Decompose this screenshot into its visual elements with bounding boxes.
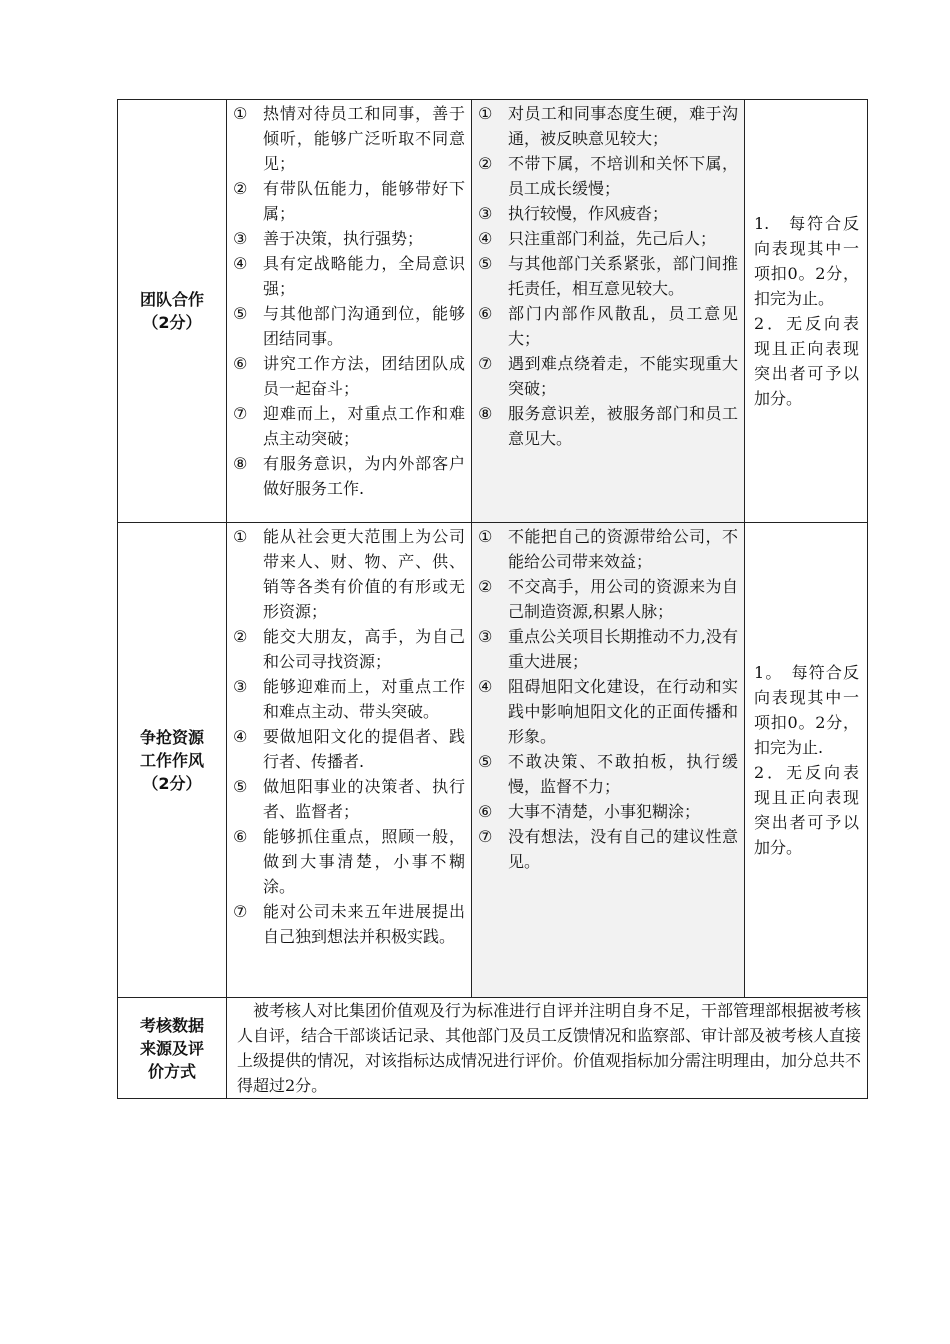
data-source-text: 被考核人对比集团价值观及行为标准进行自评并注明自身不足，干部管理部根据被考核人自评，结合干部谈话记录、其他部门及员工反馈情况和监察部、审计部及被考核人直接上级提供的情况，对该指标达成情况进行评价。价值观指标加分需注明理由，加分总共不得超过2分。: [237, 1001, 862, 1095]
behavior-item: [478, 351, 738, 401]
evaluation-table: [117, 99, 868, 1099]
item-number: ②: [478, 577, 493, 596]
behavior-item: [233, 101, 465, 176]
behavior-item: [233, 724, 465, 774]
item-number: ⑦: [478, 354, 493, 373]
item-number: ⑤: [478, 254, 493, 273]
item-text: 有服务意识，为内外部客户做好服务工作.: [263, 454, 465, 498]
behavior-item: [233, 774, 465, 824]
category-line: 价方式: [147, 1061, 196, 1081]
item-text: 大事不清楚，小事犯糊涂；: [508, 802, 701, 821]
item-number: ①: [233, 104, 248, 123]
item-number: ①: [478, 104, 493, 123]
positive-list: [227, 523, 471, 949]
category-line: （2分）: [142, 773, 202, 793]
negative-behaviors-cell: [472, 523, 745, 998]
behavior-item: [478, 251, 738, 301]
category-line: 团队合作: [139, 290, 204, 309]
item-text: 讲究工作方法，团结团队成员一起奋斗；: [263, 354, 465, 398]
behavior-item: [478, 401, 738, 451]
item-number: ⑦: [478, 827, 493, 846]
item-text: 不敢决策、不敢拍板，执行缓慢，监督不力；: [508, 752, 738, 796]
item-number: ③: [478, 204, 493, 223]
row-resources-work-style: [118, 523, 868, 998]
scoring-rule-line: 2．无反向表现且正向表现突出者可予以加分。: [754, 314, 859, 408]
item-text: 与其他部门沟通到位，能够团结同事。: [263, 304, 465, 348]
item-text: 能交大朋友，高手，为自己和公司寻找资源；: [263, 627, 465, 671]
item-text: 要做旭阳文化的提倡者、践行者、传播者.: [263, 727, 465, 771]
item-number: ④: [233, 254, 248, 273]
item-number: ⑤: [233, 304, 248, 323]
item-text: 善于决策，执行强势；: [263, 229, 424, 248]
category-line: 争抢资源: [139, 727, 204, 747]
evaluation-table-body: [118, 100, 868, 1099]
positive-list: [227, 100, 471, 501]
item-number: ②: [233, 179, 248, 198]
item-text: 不能把自己的资源带给公司，不能给公司带来效益；: [508, 527, 738, 571]
category-line: 考核数据: [139, 1015, 204, 1035]
negative-behaviors-cell: [472, 100, 745, 523]
behavior-item: [478, 101, 738, 151]
behavior-item: [478, 749, 738, 799]
behavior-item: [478, 524, 738, 574]
item-number: ③: [478, 627, 493, 646]
scoring-rule-line: 1。 每符合反向表现其中一项扣0。2分，扣完为止.: [754, 663, 859, 757]
positive-behaviors-cell: [227, 523, 472, 998]
item-text: 具有定战略能力，全局意识强；: [263, 254, 465, 298]
scoring-rule-line: 1. 每符合反向表现其中一项扣0。2分，扣完为止。: [754, 214, 859, 308]
item-number: ⑤: [233, 777, 248, 796]
behavior-item: [233, 251, 465, 301]
behavior-item: [233, 351, 465, 401]
item-text: 只注重部门利益，先己后人；: [508, 229, 717, 248]
item-number: ⑥: [233, 354, 248, 373]
negative-list: [472, 523, 744, 874]
row-team-cooperation: [118, 100, 868, 523]
item-number: ④: [478, 229, 493, 248]
item-text: 做旭阳事业的决策者、执行者、监督者；: [263, 777, 465, 821]
behavior-item: [478, 301, 738, 351]
item-number: ④: [478, 677, 493, 696]
item-text: 执行较慢，作风疲沓；: [508, 204, 669, 223]
category-line: 工作作风: [139, 750, 204, 770]
item-number: ⑥: [233, 827, 248, 846]
item-text: 有带队伍能力，能够带好下属；: [263, 179, 465, 223]
behavior-item: [478, 824, 738, 874]
item-number: ③: [233, 677, 248, 696]
item-number: ②: [233, 627, 248, 646]
behavior-item: [233, 176, 465, 226]
category-cell: [118, 100, 227, 523]
item-number: ⑧: [478, 404, 493, 423]
behavior-item: [233, 624, 465, 674]
behavior-item: [233, 824, 465, 899]
item-text: 对员工和同事态度生硬，难于沟通，被反映意见较大；: [508, 104, 738, 148]
item-number: ③: [233, 229, 248, 248]
behavior-item: [478, 799, 738, 824]
item-text: 热情对待员工和同事，善于倾听，能够广泛听取不同意见；: [263, 104, 465, 173]
item-text: 阻碍旭阳文化建设，在行动和实践中影响旭阳文化的正面传播和形象。: [508, 677, 738, 746]
behavior-item: [478, 226, 738, 251]
behavior-item: [233, 899, 465, 949]
behavior-item: [233, 674, 465, 724]
item-text: 能够抓住重点，照顾一般，做到大事清楚，小事不糊涂。: [263, 827, 465, 896]
category-line: 来源及评: [139, 1038, 204, 1058]
item-number: ⑧: [233, 454, 248, 473]
item-number: ⑦: [233, 404, 248, 423]
category-line: （2分）: [142, 313, 202, 332]
evaluation-table-container: [117, 99, 867, 1099]
row-data-source: [118, 998, 868, 1099]
category-cell: [118, 998, 227, 1099]
item-number: ⑥: [478, 304, 493, 323]
positive-behaviors-cell: [227, 100, 472, 523]
item-number: ⑤: [478, 752, 493, 771]
item-text: 遇到难点绕着走，不能实现重大突破；: [508, 354, 738, 398]
item-number: ①: [478, 527, 493, 546]
item-text: 没有想法，没有自己的建议性意见。: [508, 827, 738, 871]
item-text: 能从社会更大范围上为公司带来人、财、物、产、供、销等各类有价值的有形或无形资源；: [263, 527, 465, 621]
item-text: 不交高手，用公司的资源来为自己制造资源,积累人脉；: [508, 577, 738, 621]
item-text: 能够迎难而上，对重点工作和难点主动、带头突破。: [263, 677, 465, 721]
behavior-item: [478, 574, 738, 624]
scoring-rule-cell: [745, 100, 868, 523]
item-text: 服务意识差，被服务部门和员工意见大。: [508, 404, 738, 448]
item-number: ⑦: [233, 902, 248, 921]
behavior-item: [233, 524, 465, 624]
behavior-item: [233, 451, 465, 501]
item-number: ⑥: [478, 802, 493, 821]
item-number: ④: [233, 727, 248, 746]
item-text: 迎难而上，对重点工作和难点主动突破；: [263, 404, 465, 448]
behavior-item: [233, 226, 465, 251]
item-text: 重点公关项目长期推动不力,没有重大进展；: [508, 627, 738, 671]
scoring-rule-line: 2．无反向表现且正向表现突出者可予以加分。: [754, 763, 859, 857]
data-source-cell: [227, 998, 868, 1099]
behavior-item: [478, 624, 738, 674]
item-text: 与其他部门关系紧张，部门间推托责任，相互意见较大。: [508, 254, 738, 298]
item-text: 能对公司未来五年进展提出自己独到想法并积极实践。: [263, 902, 465, 946]
negative-list: [472, 100, 744, 451]
behavior-item: [478, 674, 738, 749]
item-text: 不带下属，不培训和关怀下属，员工成长缓慢；: [508, 154, 738, 198]
behavior-item: [478, 151, 738, 201]
item-number: ②: [478, 154, 493, 173]
category-cell: [118, 523, 227, 998]
item-number: ①: [233, 527, 248, 546]
item-text: 部门内部作风散乱，员工意见大；: [508, 304, 738, 348]
behavior-item: [478, 201, 738, 226]
behavior-item: [233, 301, 465, 351]
behavior-item: [233, 401, 465, 451]
scoring-rule-cell: [745, 523, 868, 998]
